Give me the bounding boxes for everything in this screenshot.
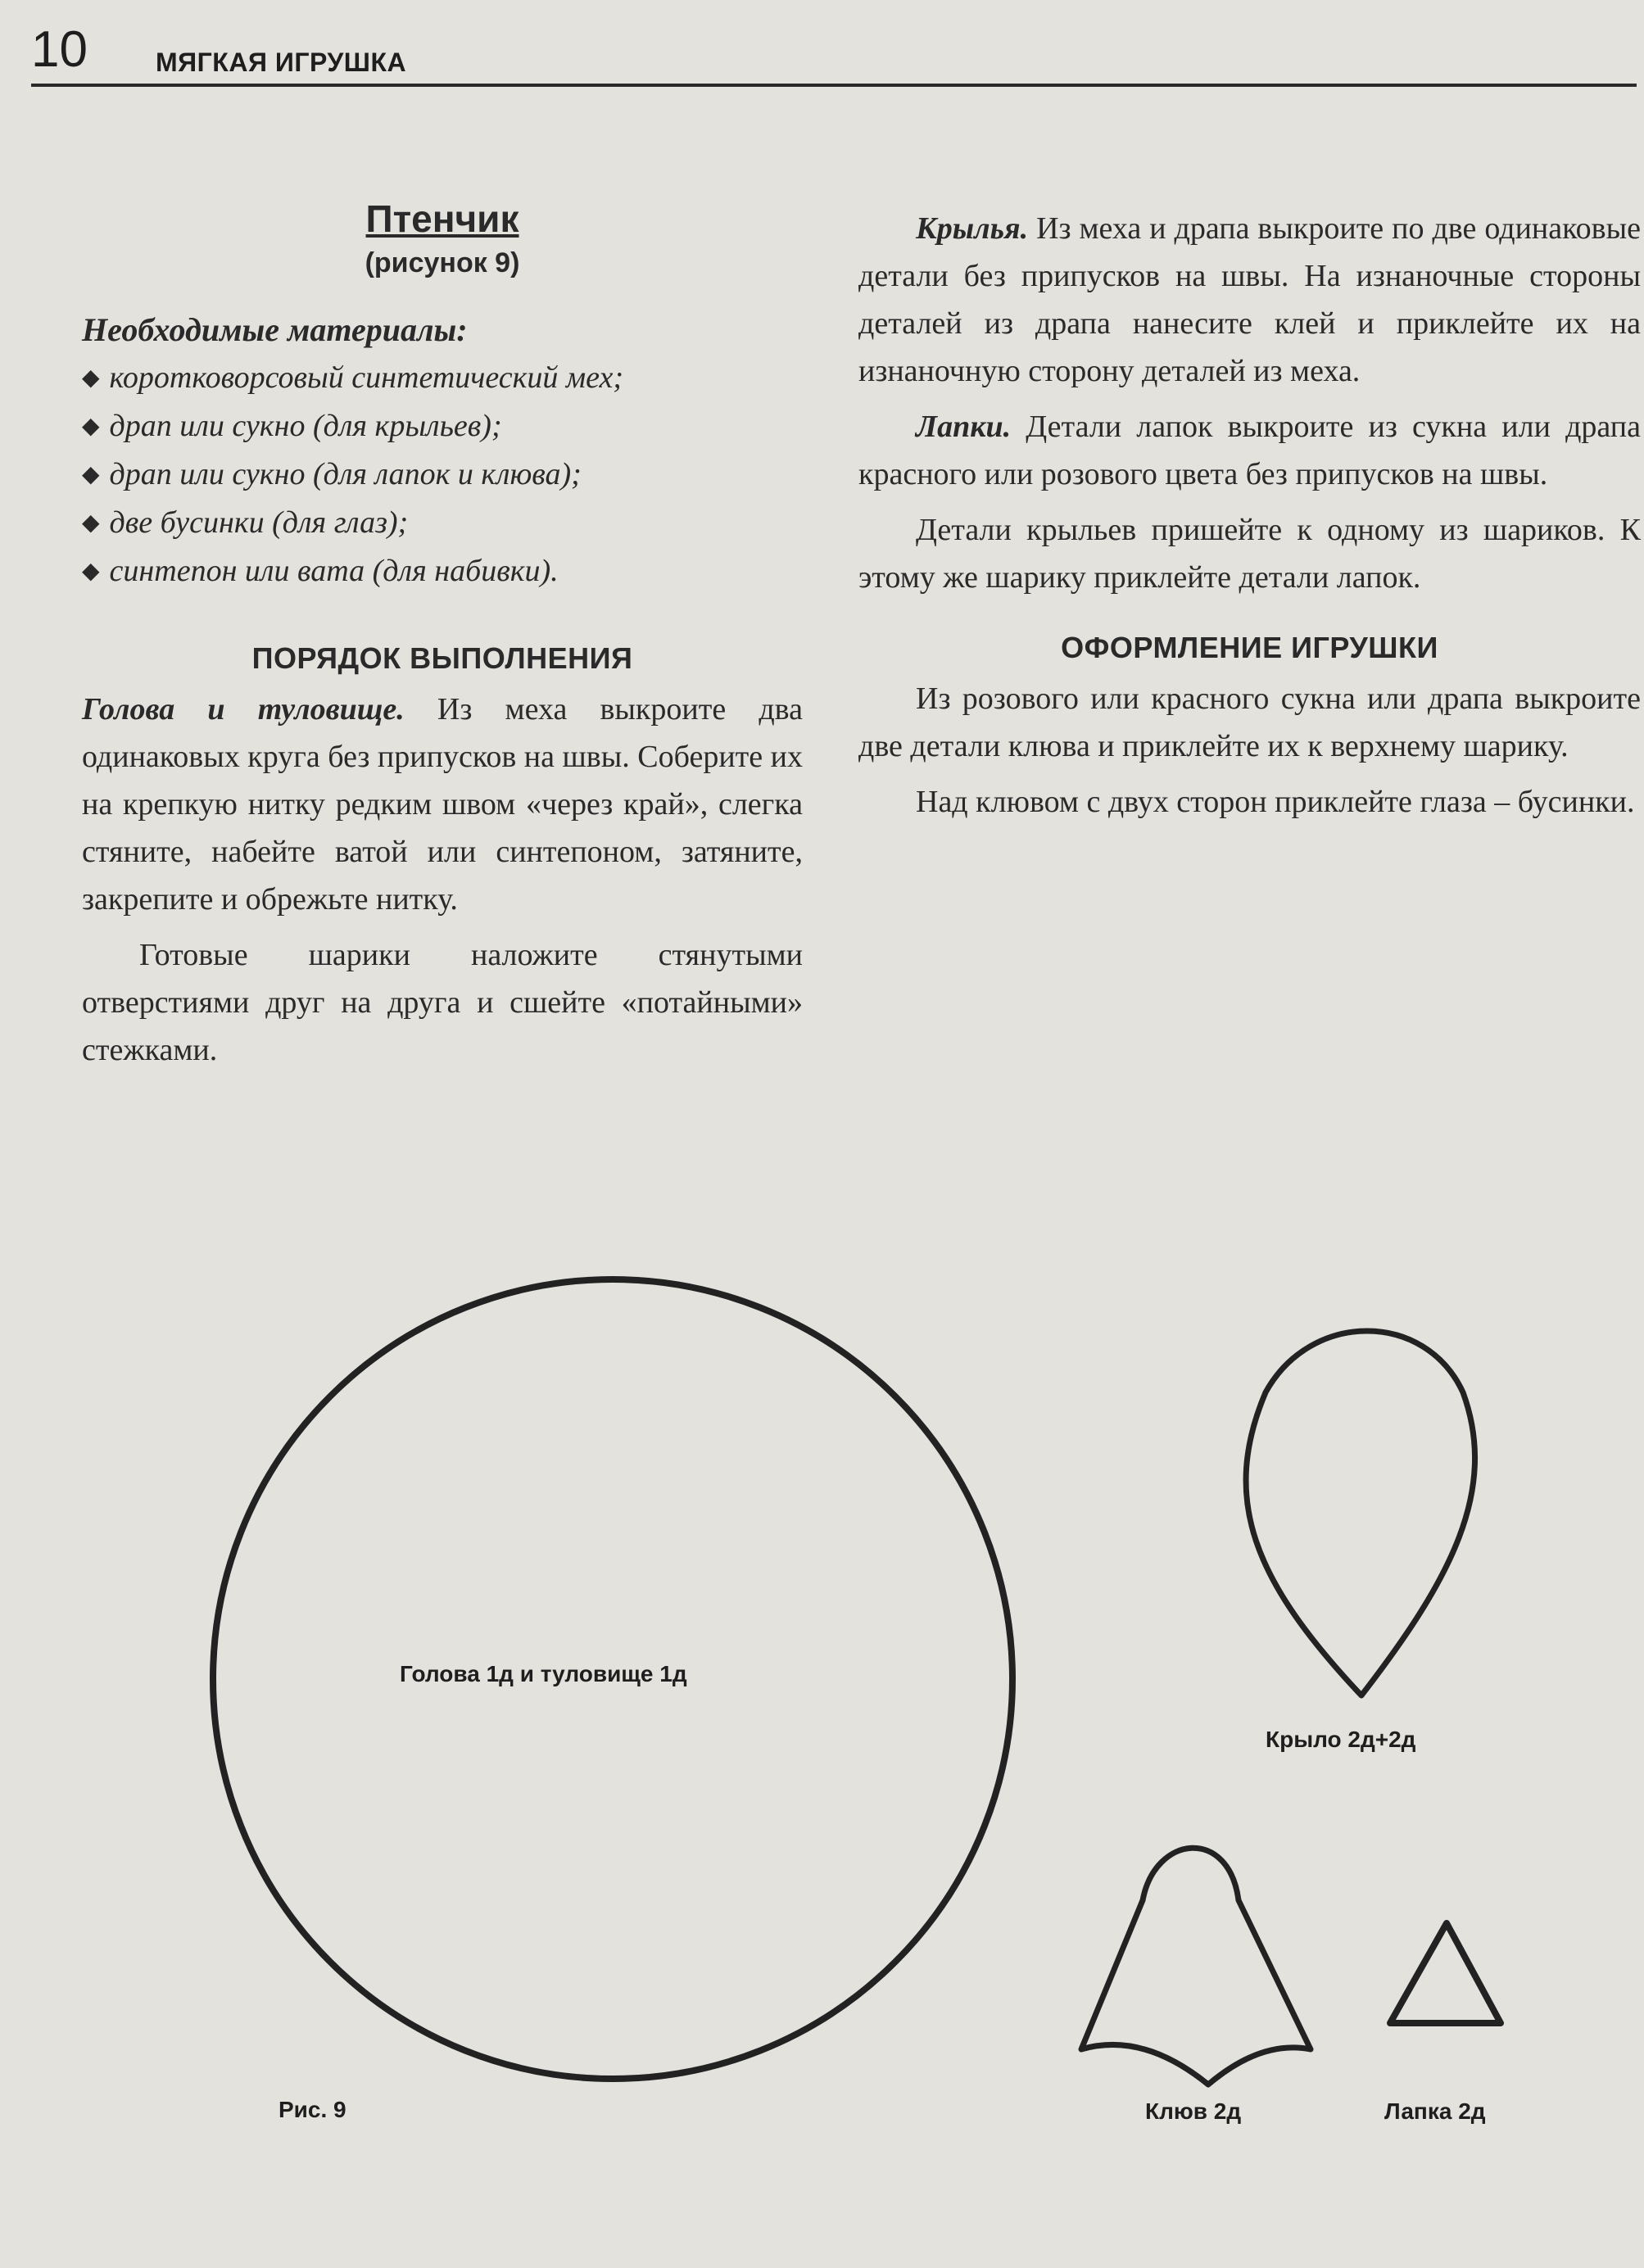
list-item-text: драп или сукно (для лапок и клюва); <box>109 457 582 491</box>
circle-label: Голова 1д и туловище 1д <box>400 1661 687 1686</box>
feet-paragraph <box>858 403 1641 498</box>
materials-list <box>82 354 803 595</box>
diamond-bullet-icon: ◆ <box>82 365 100 391</box>
beak-paragraph: Из розового или красного сукна или драпа выкроите две детали клюва и приклейте их к верхнему шарику. <box>858 681 1641 763</box>
page-number: 10 <box>31 21 88 78</box>
wing-label: Крыло 2д+2д <box>1266 1727 1416 1752</box>
list-item <box>82 450 803 499</box>
foot-label: Лапка 2д <box>1384 2098 1486 2124</box>
list-item <box>82 547 803 595</box>
procedure-heading: ПОРЯДОК ВЫПОЛНЕНИЯ <box>251 641 633 675</box>
list-item-text: коротковорсовый синтетический мех; <box>109 360 624 395</box>
figure-caption: Рис. 9 <box>279 2097 346 2122</box>
list-item-text: драп или сукно (для крыльев); <box>109 409 502 443</box>
foot-shape <box>1390 1923 1501 2023</box>
header-rule <box>31 84 1637 87</box>
list-item <box>82 354 803 402</box>
article-subtitle: (рисунок 9) <box>365 247 520 278</box>
join-paragraph: Готовые шарики наложите стянутыми отверстиями друг на друга и сшейте «потайными» стежками. <box>82 938 803 1067</box>
wings-lead: Крылья. <box>916 211 1029 246</box>
wings-text: Из меха и драпа выкроите по две одинаковые детали без припусков на швы. На изнаночные стороны деталей из драпа нанесите клей и приклейте их на изнаночную сторону деталей из меха. <box>858 211 1641 388</box>
diamond-bullet-icon: ◆ <box>82 462 100 487</box>
materials-title: Необходимые материалы: <box>82 311 468 348</box>
article-title: Птенчик <box>365 197 519 240</box>
decoration-heading: ОФОРМЛЕНИЕ ИГРУШКИ <box>1061 631 1438 664</box>
beak-label: Клюв 2д <box>1145 2098 1242 2124</box>
feet-lead: Лапки. <box>916 410 1012 444</box>
diamond-bullet-icon: ◆ <box>82 510 100 536</box>
wing-shape <box>1246 1331 1474 1695</box>
left-column <box>82 195 803 1074</box>
head-body-lead: Голова и туловище. <box>82 692 405 727</box>
beak-shape <box>1081 1848 1311 2085</box>
wings-paragraph <box>858 205 1641 395</box>
eyes-paragraph: Над клювом с двух сторон приклейте глаза – бусинки. <box>916 785 1635 819</box>
list-item-text: две бусинки (для глаз); <box>109 505 409 540</box>
diamond-bullet-icon: ◆ <box>82 414 100 439</box>
attach-paragraph: Детали крыльев пришейте к одному из шариков. К этому же шарику приклейте детали лапок. <box>858 513 1641 595</box>
list-item <box>82 499 803 547</box>
section-title: МЯГКАЯ ИГРУШКА <box>156 48 407 77</box>
diamond-bullet-icon: ◆ <box>82 559 100 584</box>
list-item-text: синтепон или вата (для набивки). <box>109 554 559 588</box>
head-body-text: Из меха выкроите два одинаковых круга без припусков на швы. Соберите их на крепкую нитку редким швом «через край», слегка стяните, набейте ватой или синтепоном, затяните, закрепите и обрежьте нитку. <box>82 692 803 917</box>
feet-text: Детали лапок выкроите из сукна или драпа красного или розового цвета без припусков на швы. <box>858 410 1641 491</box>
head-body-paragraph <box>82 686 803 923</box>
right-column <box>858 205 1641 826</box>
list-item <box>82 402 803 450</box>
